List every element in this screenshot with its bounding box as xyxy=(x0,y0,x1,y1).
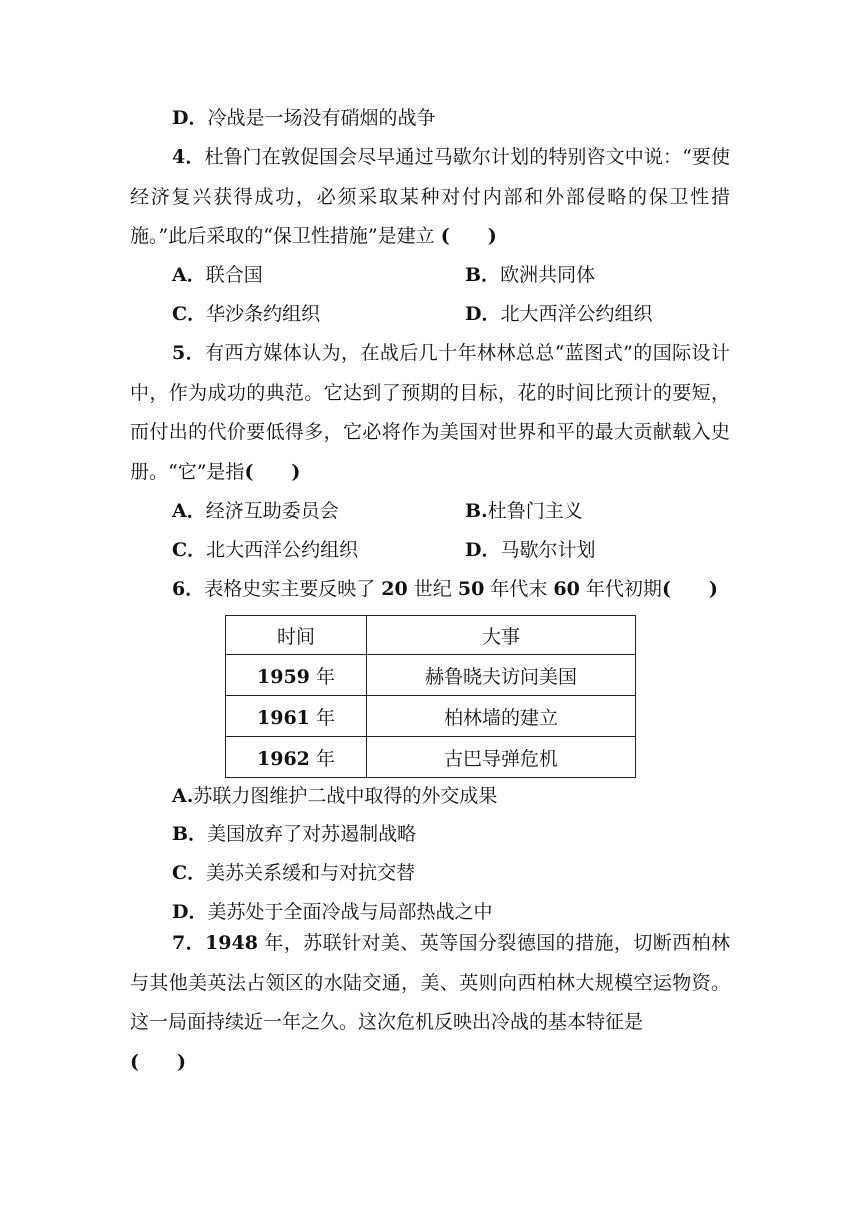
table-header-event: 大事 xyxy=(367,616,636,655)
q4-option-b: B．欧洲共同体 xyxy=(465,264,596,286)
table-row xyxy=(226,696,636,737)
table-row xyxy=(226,737,636,778)
q5-option-c: C．北大西洋公约组织 xyxy=(172,539,359,561)
q4-option-c: C．华沙条约组织 xyxy=(172,303,321,325)
q6-stem: 6．表格史实主要反映了 20 世纪 50 年代末 60 年代初期( ) xyxy=(172,578,718,600)
table-cell-event: 柏林墙的建立 xyxy=(367,696,636,737)
table-row xyxy=(226,655,636,696)
q3-option-d: D．冷战是一场没有硝烟的战争 xyxy=(172,107,436,129)
table-cell-year: 1959 年 xyxy=(226,655,367,696)
q5-stem: 5．有西方媒体认为，在战后几十年林林总总“蓝图式”的国际设计中，作为成功的典范。它达到了预期的目标，花的时间比预计的要短，而付出的代价要低得多，它必将作为美国对世界和平的最大贡献载入史册。“它”是指( ) xyxy=(130,342,730,483)
q5-option-a: A．经济互助委员会 xyxy=(172,500,339,522)
table-cell-event: 古巴导弹危机 xyxy=(367,737,636,778)
q4-stem: 4．杜鲁门在敦促国会尽早通过马歇尔计划的特别咨文中说：“要使经济复兴获得成功，必须采取某种对付内部和外部侵略的保卫性措施。”此后采取的“保卫性措施”是建立 ( ) xyxy=(130,146,730,247)
q6-option-c: C．美苏关系缓和与对抗交替 xyxy=(172,862,416,884)
table-cell-event: 赫鲁晓夫访问美国 xyxy=(367,655,636,696)
q7-stem: 7．1948 年，苏联针对美、英等国分裂德国的措施，切断西柏林与其他美英法占领区的水陆交通，美、英则向西柏林大规模空运物资。这一局面持续近一年之久。这次危机反映出冷战的基本特征是 ( ) xyxy=(130,932,730,1073)
table-cell-year: 1962 年 xyxy=(226,737,367,778)
q4-option-d: D．北大西洋公约组织 xyxy=(465,303,653,325)
table-header-row xyxy=(226,616,636,655)
q5-option-b: B.杜鲁门主义 xyxy=(465,500,583,522)
table-header-time: 时间 xyxy=(226,616,367,655)
q5-option-d: D．马歇尔计划 xyxy=(465,539,596,561)
events-table xyxy=(225,615,636,778)
q6-option-b: B．美国放弃了对苏遏制战略 xyxy=(172,823,417,845)
table-cell-year: 1961 年 xyxy=(226,696,367,737)
q6-option-d: D．美苏处于全面冷战与局部热战之中 xyxy=(172,901,493,923)
q6-option-a: A.苏联力图维护二战中取得的外交成果 xyxy=(172,785,498,807)
q4-option-a: A．联合国 xyxy=(172,264,263,286)
